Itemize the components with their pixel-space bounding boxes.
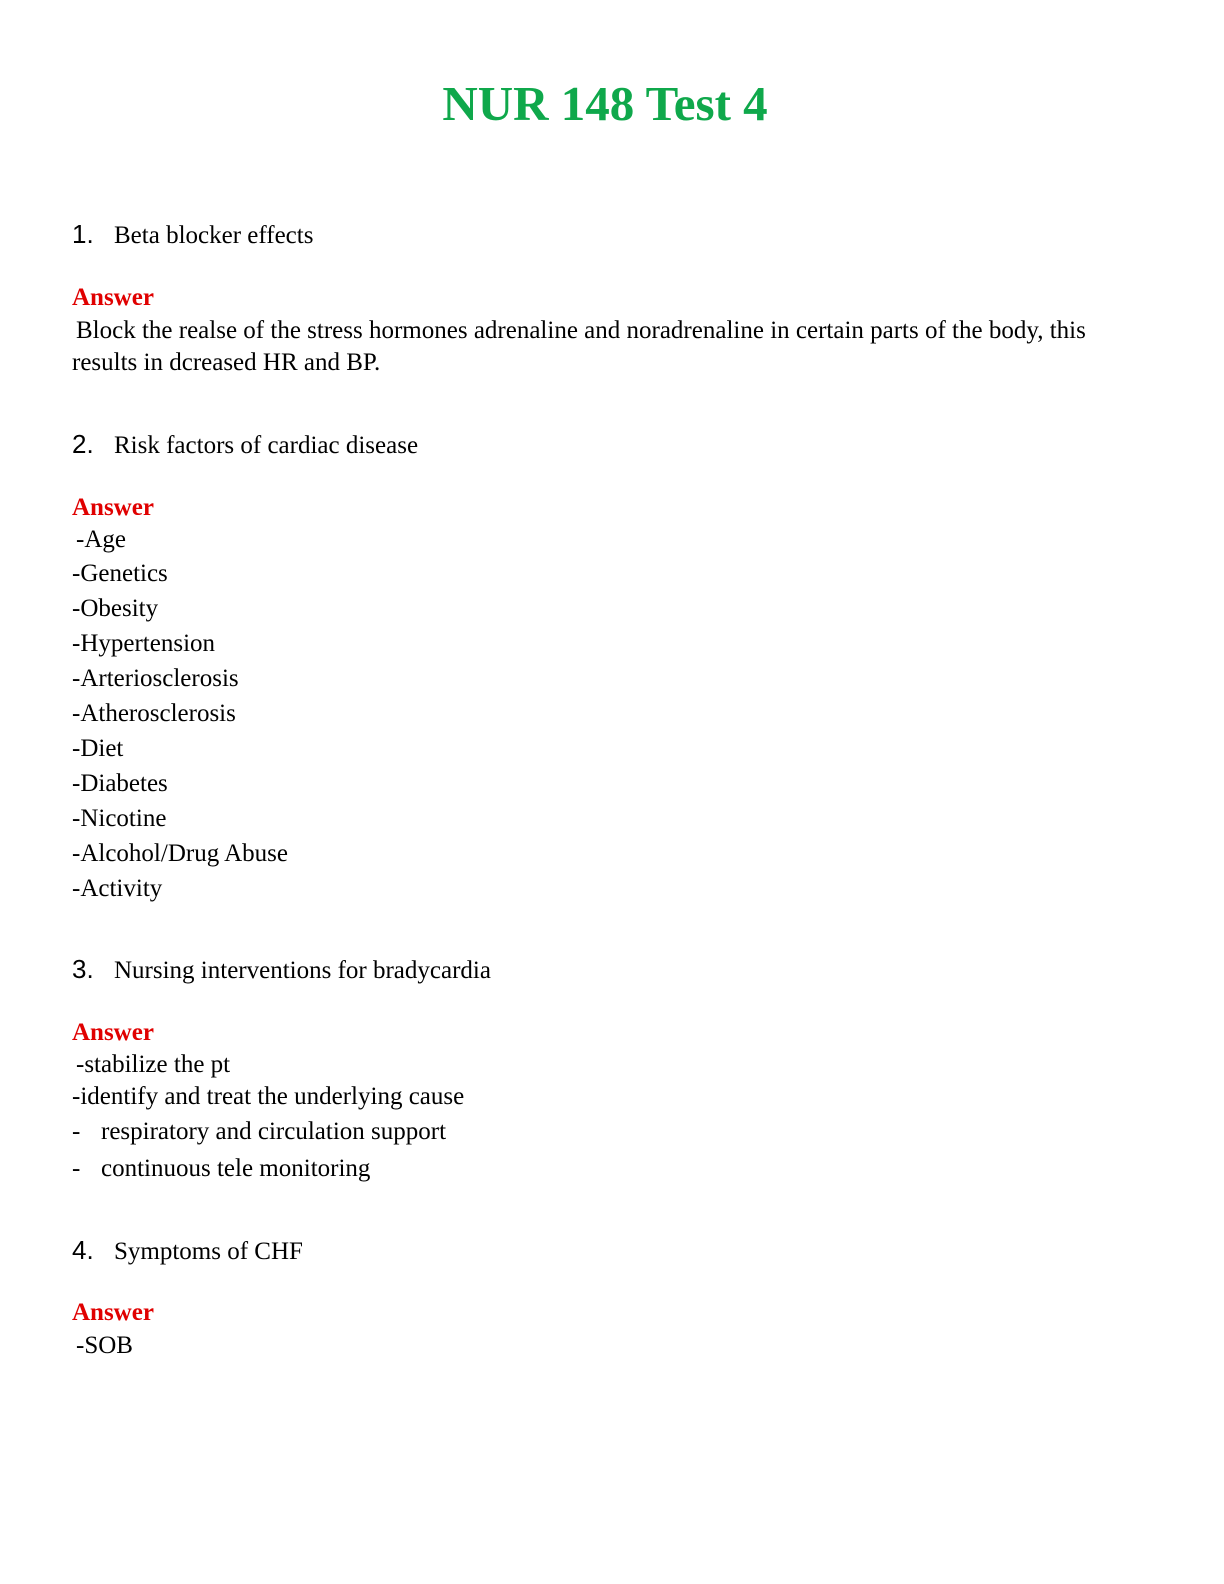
question-4-text: Symptoms of CHF bbox=[114, 1238, 303, 1265]
list-item: -Diabetes bbox=[72, 770, 168, 797]
answer-3-list bbox=[72, 1049, 464, 1187]
document-title: NUR 148 Test 4 bbox=[442, 76, 768, 131]
list-item: -Diet bbox=[72, 735, 124, 762]
question-2-text: Risk factors of cardiac disease bbox=[114, 432, 419, 459]
bullet-dash: - bbox=[72, 1155, 81, 1182]
list-item: -Age bbox=[76, 526, 126, 553]
bullet-text: continuous tele monitoring bbox=[101, 1155, 371, 1182]
list-item: -Hypertension bbox=[72, 630, 216, 657]
bullet-text: respiratory and circulation support bbox=[101, 1118, 447, 1145]
bullet-dash: - bbox=[72, 1118, 81, 1145]
answer-4-label: Answer bbox=[72, 1299, 154, 1326]
answer-2-label: Answer bbox=[72, 494, 154, 521]
bullet-item bbox=[72, 1150, 464, 1187]
list-item: -Alcohol/Drug Abuse bbox=[72, 840, 288, 867]
list-item: -SOB bbox=[76, 1332, 133, 1359]
answer-2-list bbox=[72, 524, 288, 906]
answer-1-label: Answer bbox=[72, 284, 154, 311]
list-item: -Genetics bbox=[72, 560, 168, 587]
list-item: -Arteriosclerosis bbox=[72, 665, 239, 692]
question-3-text: Nursing interventions for bradycardia bbox=[114, 957, 491, 984]
answer-4-list bbox=[72, 1330, 133, 1362]
bullet-item bbox=[72, 1113, 464, 1150]
list-item: -Obesity bbox=[72, 595, 159, 622]
question-4 bbox=[72, 1234, 303, 1268]
question-1 bbox=[72, 218, 313, 252]
list-item: -identify and treat the underlying cause bbox=[72, 1083, 465, 1110]
question-3 bbox=[72, 953, 491, 987]
question-1-text: Beta blocker effects bbox=[114, 222, 314, 249]
list-item: -Nicotine bbox=[72, 805, 167, 832]
answer-1-text: Block the realse of the stress hormones adrenaline and noradrenaline in certain parts of the body, this results in dcreased HR and BP. bbox=[72, 317, 1086, 376]
list-item: -Activity bbox=[72, 875, 163, 902]
question-4-number: 4. bbox=[72, 1235, 94, 1265]
question-3-number: 3. bbox=[72, 954, 94, 984]
question-2-number: 2. bbox=[72, 429, 94, 459]
answer-3-label: Answer bbox=[72, 1019, 154, 1046]
list-item: -Atherosclerosis bbox=[72, 700, 236, 727]
question-1-number: 1. bbox=[72, 219, 94, 249]
list-item: -stabilize the pt bbox=[76, 1051, 231, 1078]
question-2 bbox=[72, 428, 418, 462]
